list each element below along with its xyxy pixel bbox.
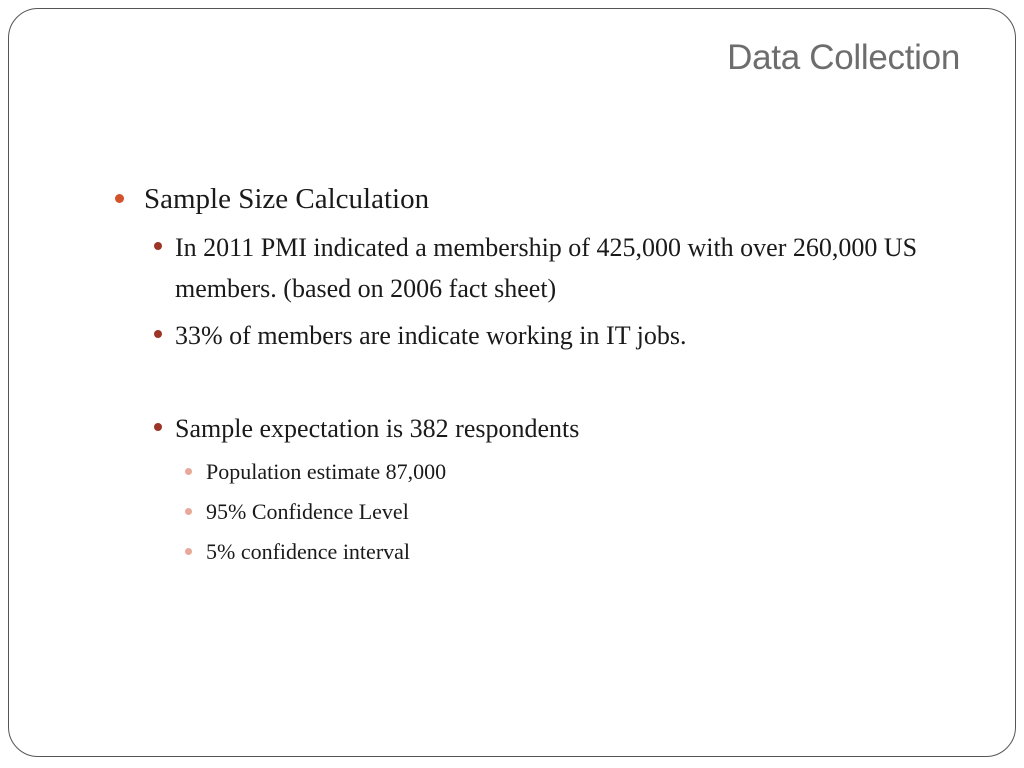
- bullet-text: 5% confidence interval: [206, 539, 411, 564]
- bullet-population-estimate: [206, 458, 446, 486]
- bullet-text: 95% Confidence Level: [206, 499, 409, 524]
- bullet-text: Sample expectation is 382 respondents: [175, 414, 580, 443]
- bullet-dot-icon: [185, 548, 192, 555]
- bullet-confidence-interval: [206, 538, 410, 566]
- bullet-pmi-membership: [175, 227, 935, 309]
- bullet-it-jobs: [175, 315, 935, 356]
- bullet-sample-size-calculation: [144, 181, 429, 217]
- bullet-text: Sample Size Calculation: [144, 183, 430, 215]
- bullet-dot-icon: [154, 330, 162, 338]
- bullet-text: Population estimate 87,000: [206, 459, 447, 484]
- bullet-text: In 2011 PMI indicated a membership of 425,000 with over 260,000 US members. (based on 2006 fact sheet): [175, 233, 918, 303]
- bullet-text: 33% of members are indicate working in IT jobs.: [175, 321, 687, 350]
- bullet-sample-expectation: [175, 408, 935, 449]
- bullet-dot-icon: [185, 468, 192, 475]
- bullet-confidence-level: [206, 498, 409, 526]
- bullet-dot-icon: [185, 508, 192, 515]
- bullet-dot-icon: [115, 194, 124, 203]
- bullet-dot-icon: [154, 242, 162, 250]
- bullet-dot-icon: [154, 423, 162, 431]
- slide-title: Data Collection: [727, 38, 960, 77]
